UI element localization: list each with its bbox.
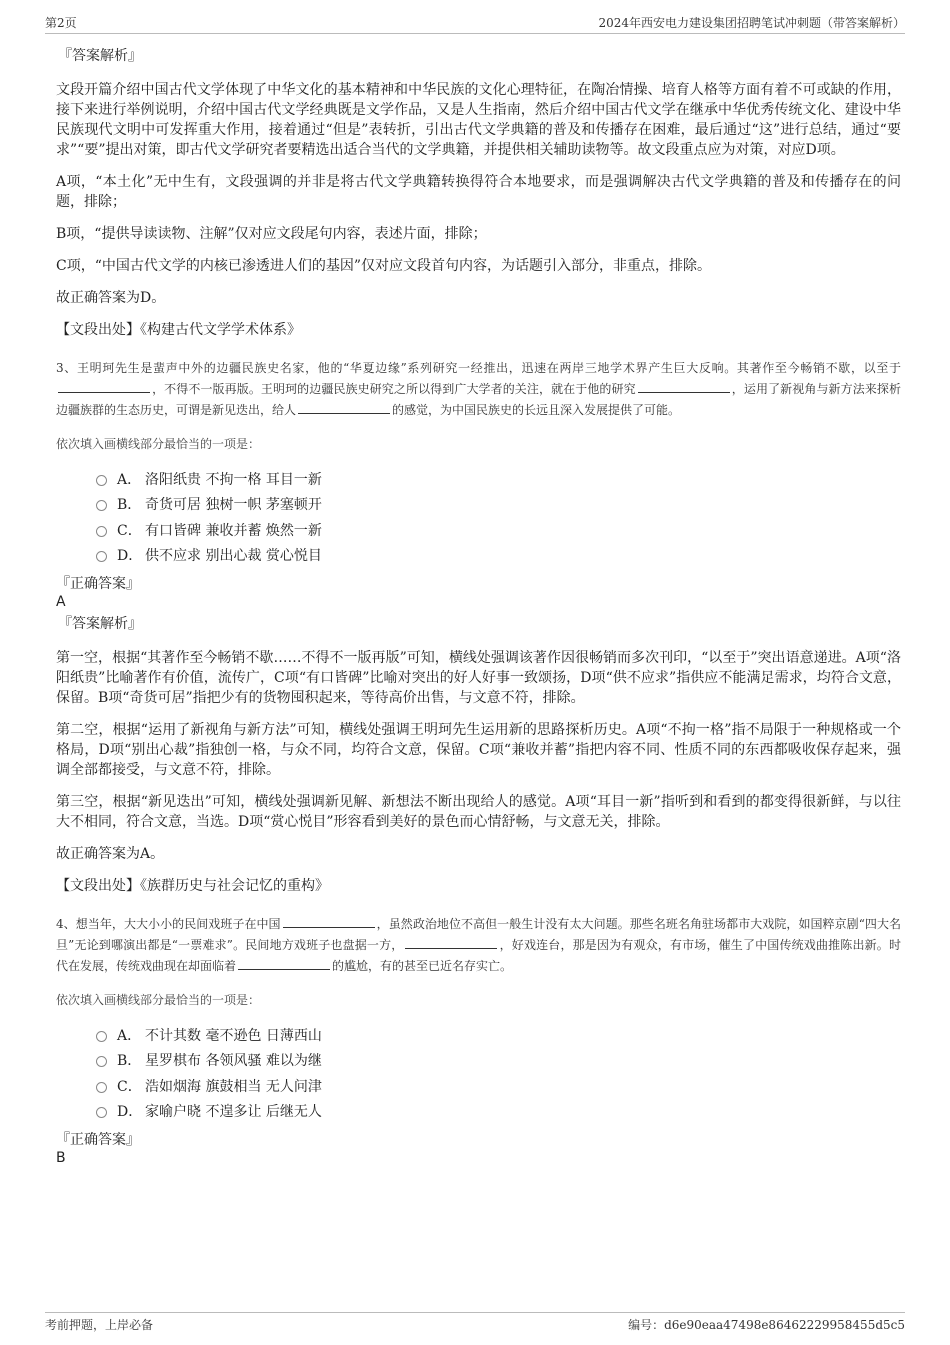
option-a[interactable]	[96, 1022, 901, 1048]
footer-note: 考前押题，上岸必备	[45, 1318, 154, 1332]
correct-answer: B	[56, 1150, 66, 1166]
radio-button[interactable]	[96, 1056, 107, 1067]
stem-text: 的感觉，为中国民族史的长远且深入发展提供了可能。	[392, 403, 681, 417]
option-letter: A．	[117, 1027, 142, 1044]
analysis-paragraph: C项，“中国古代文学的内核已渗透进人们的基因”仅对应文段首句内容，为话题引入部分，非重点，排除。	[56, 258, 712, 274]
option-letter: B．	[117, 1053, 142, 1070]
stem-text: 4、想当年，大大小小的民间戏班子在中国	[56, 917, 281, 931]
option-a[interactable]	[96, 466, 901, 492]
analysis-paragraph: 第二空，根据“运用了新视角与新方法”可知，横线处强调王明珂先生运用新的思路探析历史。A项“不拘一格”指不局限于一种规格或一个格局，D项“别出心裁”指独创一格，与众不同，均符合文意，保留。C项“兼收并蓄”指把内容不同、性质不同的东西都吸收保存起来，强调全部都接受，与文意不符，排除。	[56, 722, 901, 778]
option-b[interactable]	[96, 1048, 901, 1074]
option-text: 不计其数 毫不逊色 日薄西山	[145, 1027, 322, 1044]
analysis-paragraph: 第一空，根据“其著作至今畅销不歇……不得不一版再版”可知，横线处强调该著作因很畅销而多次刊印，“以至于”突出语意递进。A项“洛阳纸贵”比喻著作有价值，流传广，C项“有口皆碑”比喻对突出的好人好事一致颂扬，D项“供不应求”指供应不能满足需求，均符合文意，保留。B项“奇货可居”指把少有的货物囤积起来，等待高价出售，与文意不符，排除。	[56, 650, 901, 706]
radio-button[interactable]	[96, 551, 107, 562]
question-stem	[56, 914, 901, 977]
analysis-paragraph: 第三空，根据“新见迭出”可知，横线处强调新见解、新想法不断出现给人的感觉。A项“耳目一新”指听到和看到的都变得很新鲜，与以往大不相同，符合文意，当选。D项“赏心悦目”形容看到美好的景色而心情舒畅，与文意无关，排除。	[56, 794, 901, 830]
analysis-paragraph: 文段开篇介绍中国古代文学体现了中华文化的基本精神和中华民族的文化心理特征，在陶冶情操、培育人格等方面有着不可或缺的作用，接下来进行举例说明，介绍中国古代文学经典既是文学作品，又是人生指南，然后介绍中国古代文学在继承中华优秀传统文化、建设中华民族现代文明中可发挥重大作用，接着通过“但是”表转折，引出古代文学典籍的普及和传播存在困难，最后通过“这”进行总结，通过“要求”“要”提出对策，即古代文学研究者要精选出适合当代的文学典籍，并提供相关辅助读物等。故文段重点应为对策，对应D项。	[56, 82, 901, 158]
radio-button[interactable]	[96, 500, 107, 511]
correct-answer-tag: 『正确答案』	[56, 1132, 140, 1148]
page-footer	[45, 1312, 905, 1332]
radio-button[interactable]	[96, 1107, 107, 1118]
page-number: 第2页	[45, 16, 77, 30]
radio-button[interactable]	[96, 526, 107, 537]
page-header	[45, 12, 905, 34]
option-list	[96, 466, 901, 568]
option-text: 供不应求 别出心裁 赏心悦目	[145, 548, 322, 565]
analysis-paragraph: B项，“提供导读读物、注解”仅对应文段尾句内容，表述片面，排除；	[56, 226, 487, 242]
fill-blank	[283, 915, 375, 928]
option-letter: A．	[117, 471, 142, 488]
option-text: 浩如烟海 旗鼓相当 无人问津	[145, 1078, 322, 1095]
question-stem	[56, 358, 901, 421]
stem-text: ，运用了新视角与新方法来探析边疆族群的生态历史，可谓是新见迭出，给人	[56, 382, 901, 417]
radio-button[interactable]	[96, 1082, 107, 1093]
analysis-conclusion: 故正确答案为D。	[56, 290, 166, 306]
stem-text: 3、王明珂先生是蜚声中外的边疆民族史名家，他的“华夏边缘”系列研究一经推出，迅速在两岸三地学术界产生巨大反响。其著作至今畅销不歇，以至于	[56, 361, 901, 375]
option-letter: B．	[117, 497, 142, 514]
option-c[interactable]	[96, 517, 901, 543]
option-letter: D．	[117, 548, 143, 565]
stem-text: 的尴尬，有的甚至已近名存实亡。	[332, 959, 513, 973]
stem-text: ，不得不一版再版。王明珂的边疆民族史研究之所以得到广大学者的关注，就在于他的研究	[152, 382, 636, 396]
question-3	[56, 358, 901, 896]
option-d[interactable]	[96, 1099, 901, 1125]
option-list	[96, 1022, 901, 1124]
document-title: 2024年西安电力建设集团招聘笔试冲刺题（带答案解析）	[598, 16, 905, 30]
q2-analysis	[56, 46, 901, 340]
fill-blank	[298, 401, 390, 414]
stem-text: ，虽然政治地位不高但一般生计没有太大问题。那些名班名角驻场都市大戏院，如国粹京剧“四大名旦”无论到哪演出都是“一票难求”。民间地方戏班子也盘据一方，	[56, 917, 901, 952]
correct-answer: A	[56, 594, 66, 610]
passage-source: 【文段出处】《族群历史与社会记忆的重构》	[56, 878, 329, 894]
option-letter: D．	[117, 1104, 143, 1121]
question-prompt: 依次填入画横线部分最恰当的一项是：	[56, 993, 261, 1007]
analysis-paragraph: A项，“本土化”无中生有，文段强调的并非是将古代文学典籍转换得符合本地要求，而是强调解决古代文学典籍的普及和传播存在的问题，排除；	[56, 174, 901, 210]
analysis-tag: 『答案解析』	[58, 616, 142, 632]
option-d[interactable]	[96, 543, 901, 569]
passage-source: 【文段出处】《构建古代文学学术体系》	[56, 322, 301, 338]
option-b[interactable]	[96, 492, 901, 518]
stem-text: ，好戏连台，那是因为有观众，有市场，催生了中国传统戏曲推陈出新。时代在发展，传统戏曲现在却面临着	[56, 938, 901, 973]
option-letter: C．	[117, 1078, 142, 1095]
fill-blank	[238, 957, 330, 970]
correct-answer-tag: 『正确答案』	[56, 576, 140, 592]
question-4	[56, 914, 901, 1166]
document-code: 编号：d6e90eaa47498e86462229958455d5c5	[628, 1318, 905, 1332]
question-prompt: 依次填入画横线部分最恰当的一项是：	[56, 437, 261, 451]
option-c[interactable]	[96, 1073, 901, 1099]
page-content	[56, 46, 901, 1166]
fill-blank	[405, 936, 497, 949]
radio-button[interactable]	[96, 475, 107, 486]
option-text: 奇货可居 独树一帜 茅塞顿开	[145, 497, 322, 514]
option-text: 星罗棋布 各领风骚 难以为继	[145, 1053, 322, 1070]
option-text: 家喻户晓 不遑多让 后继无人	[145, 1104, 322, 1121]
fill-blank	[638, 380, 730, 393]
analysis-conclusion: 故正确答案为A。	[56, 846, 165, 862]
analysis-tag: 『答案解析』	[58, 48, 142, 64]
option-letter: C．	[117, 522, 142, 539]
radio-button[interactable]	[96, 1031, 107, 1042]
option-text: 洛阳纸贵 不拘一格 耳目一新	[145, 471, 322, 488]
fill-blank	[58, 380, 150, 393]
option-text: 有口皆碑 兼收并蓄 焕然一新	[145, 522, 322, 539]
